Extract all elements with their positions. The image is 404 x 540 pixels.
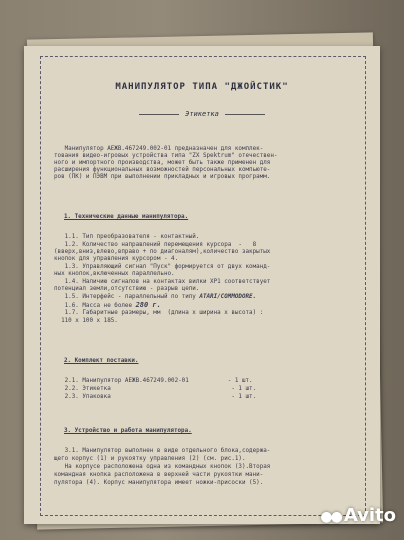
avito-logo-icon: ●● xyxy=(320,509,341,525)
spec-line: 1.1. Тип преобразователя - контактный. xyxy=(54,234,200,240)
body-line: пулятора (4). Корпус манипулятора имеет ножки-присоски (5). xyxy=(54,480,264,486)
spec-line: 1.3. Управляющий сигнал "Пуск" формируется от двух команд- xyxy=(54,264,271,270)
spec-line: 1.7. Габаритные размеры, мм (длина х ширина х высота) : xyxy=(54,310,264,316)
section-heading: 1. Технические данные манипулятора. xyxy=(64,214,189,220)
body-line: 3.1. Манипулятор выполнен в виде отдельного блока,содержа- xyxy=(54,448,271,454)
section-heading: 2. Комплект поставки. xyxy=(64,358,139,364)
spec-line-mass xyxy=(54,302,161,310)
kit-item: 2.2. Этикетка - 1 шт. xyxy=(54,386,257,392)
section-heading: 3. Устройство и работа манипулятора. xyxy=(64,428,192,434)
watermark-text: Avito xyxy=(343,505,396,526)
intro-line: ного и импортного производства, может быть также применен для xyxy=(54,160,271,166)
kit-item: 2.3. Упаковка - 1 шт. xyxy=(54,394,257,400)
intro-line: тования видео-игровых устройства типа "ZX Spektrum" отечествен- xyxy=(54,153,278,159)
intro-line: ров (ПК) и ПЭВМ при выполнении прикладных и игровых программ. xyxy=(54,174,271,180)
body-line: На корпусе расположена одна из командных кнопок (3).Вторая xyxy=(54,464,271,470)
spec-line: ных кнопок,включенных параллельно. xyxy=(54,271,175,277)
document-subtitle xyxy=(24,110,380,118)
spec-line: 1.2. Количество направлений перемещения курсора - 8 xyxy=(54,242,257,248)
mass-label: 1.6. Масса не более xyxy=(54,303,136,309)
avito-watermark xyxy=(320,505,396,526)
intro-line: Манипулятор АЕЖВ.467249.002-01 предназначен для комплек- xyxy=(54,146,264,152)
intro-line: расширения функциональных возможностей персональных компьюте- xyxy=(54,167,271,173)
spec-line: кнопок для управления курсором - 4. xyxy=(54,256,179,262)
body-line: командная кнопка расположена в верхней части рукоятки мани- xyxy=(54,472,264,478)
spec-line: 110 х 100 х 185. xyxy=(54,318,118,324)
interface-value: ATARI/COMMODORE. xyxy=(199,294,257,300)
body-line: щего корпус (1) и рукоятку управления (2) (см. рис.1). xyxy=(54,456,246,462)
spec-line: потенциал земли,отсутствию - разрыв цепи. xyxy=(54,286,200,292)
document-sheet xyxy=(24,46,380,524)
spec-line-interface xyxy=(54,294,256,301)
kit-item: 2.1. Манипулятор АЕЖВ.467249.002-01 - 1 шт. xyxy=(54,378,253,384)
subtitle-text: Этикетка xyxy=(185,110,219,118)
spec-line: (вверх,вниз,влево,вправо + по диагоналям),количество закрытых xyxy=(54,249,271,255)
interface-label: 1.5. Интерфейс - параллельный по типу xyxy=(54,294,200,300)
spec-line: 1.4. Наличию сигналов на контактах вилки ХР1 соответствует xyxy=(54,279,271,285)
mass-value: 280 г. xyxy=(135,301,161,309)
document-title: МАНИПУЛЯТОР ТИПА "ДЖОЙСТИК" xyxy=(115,82,289,92)
